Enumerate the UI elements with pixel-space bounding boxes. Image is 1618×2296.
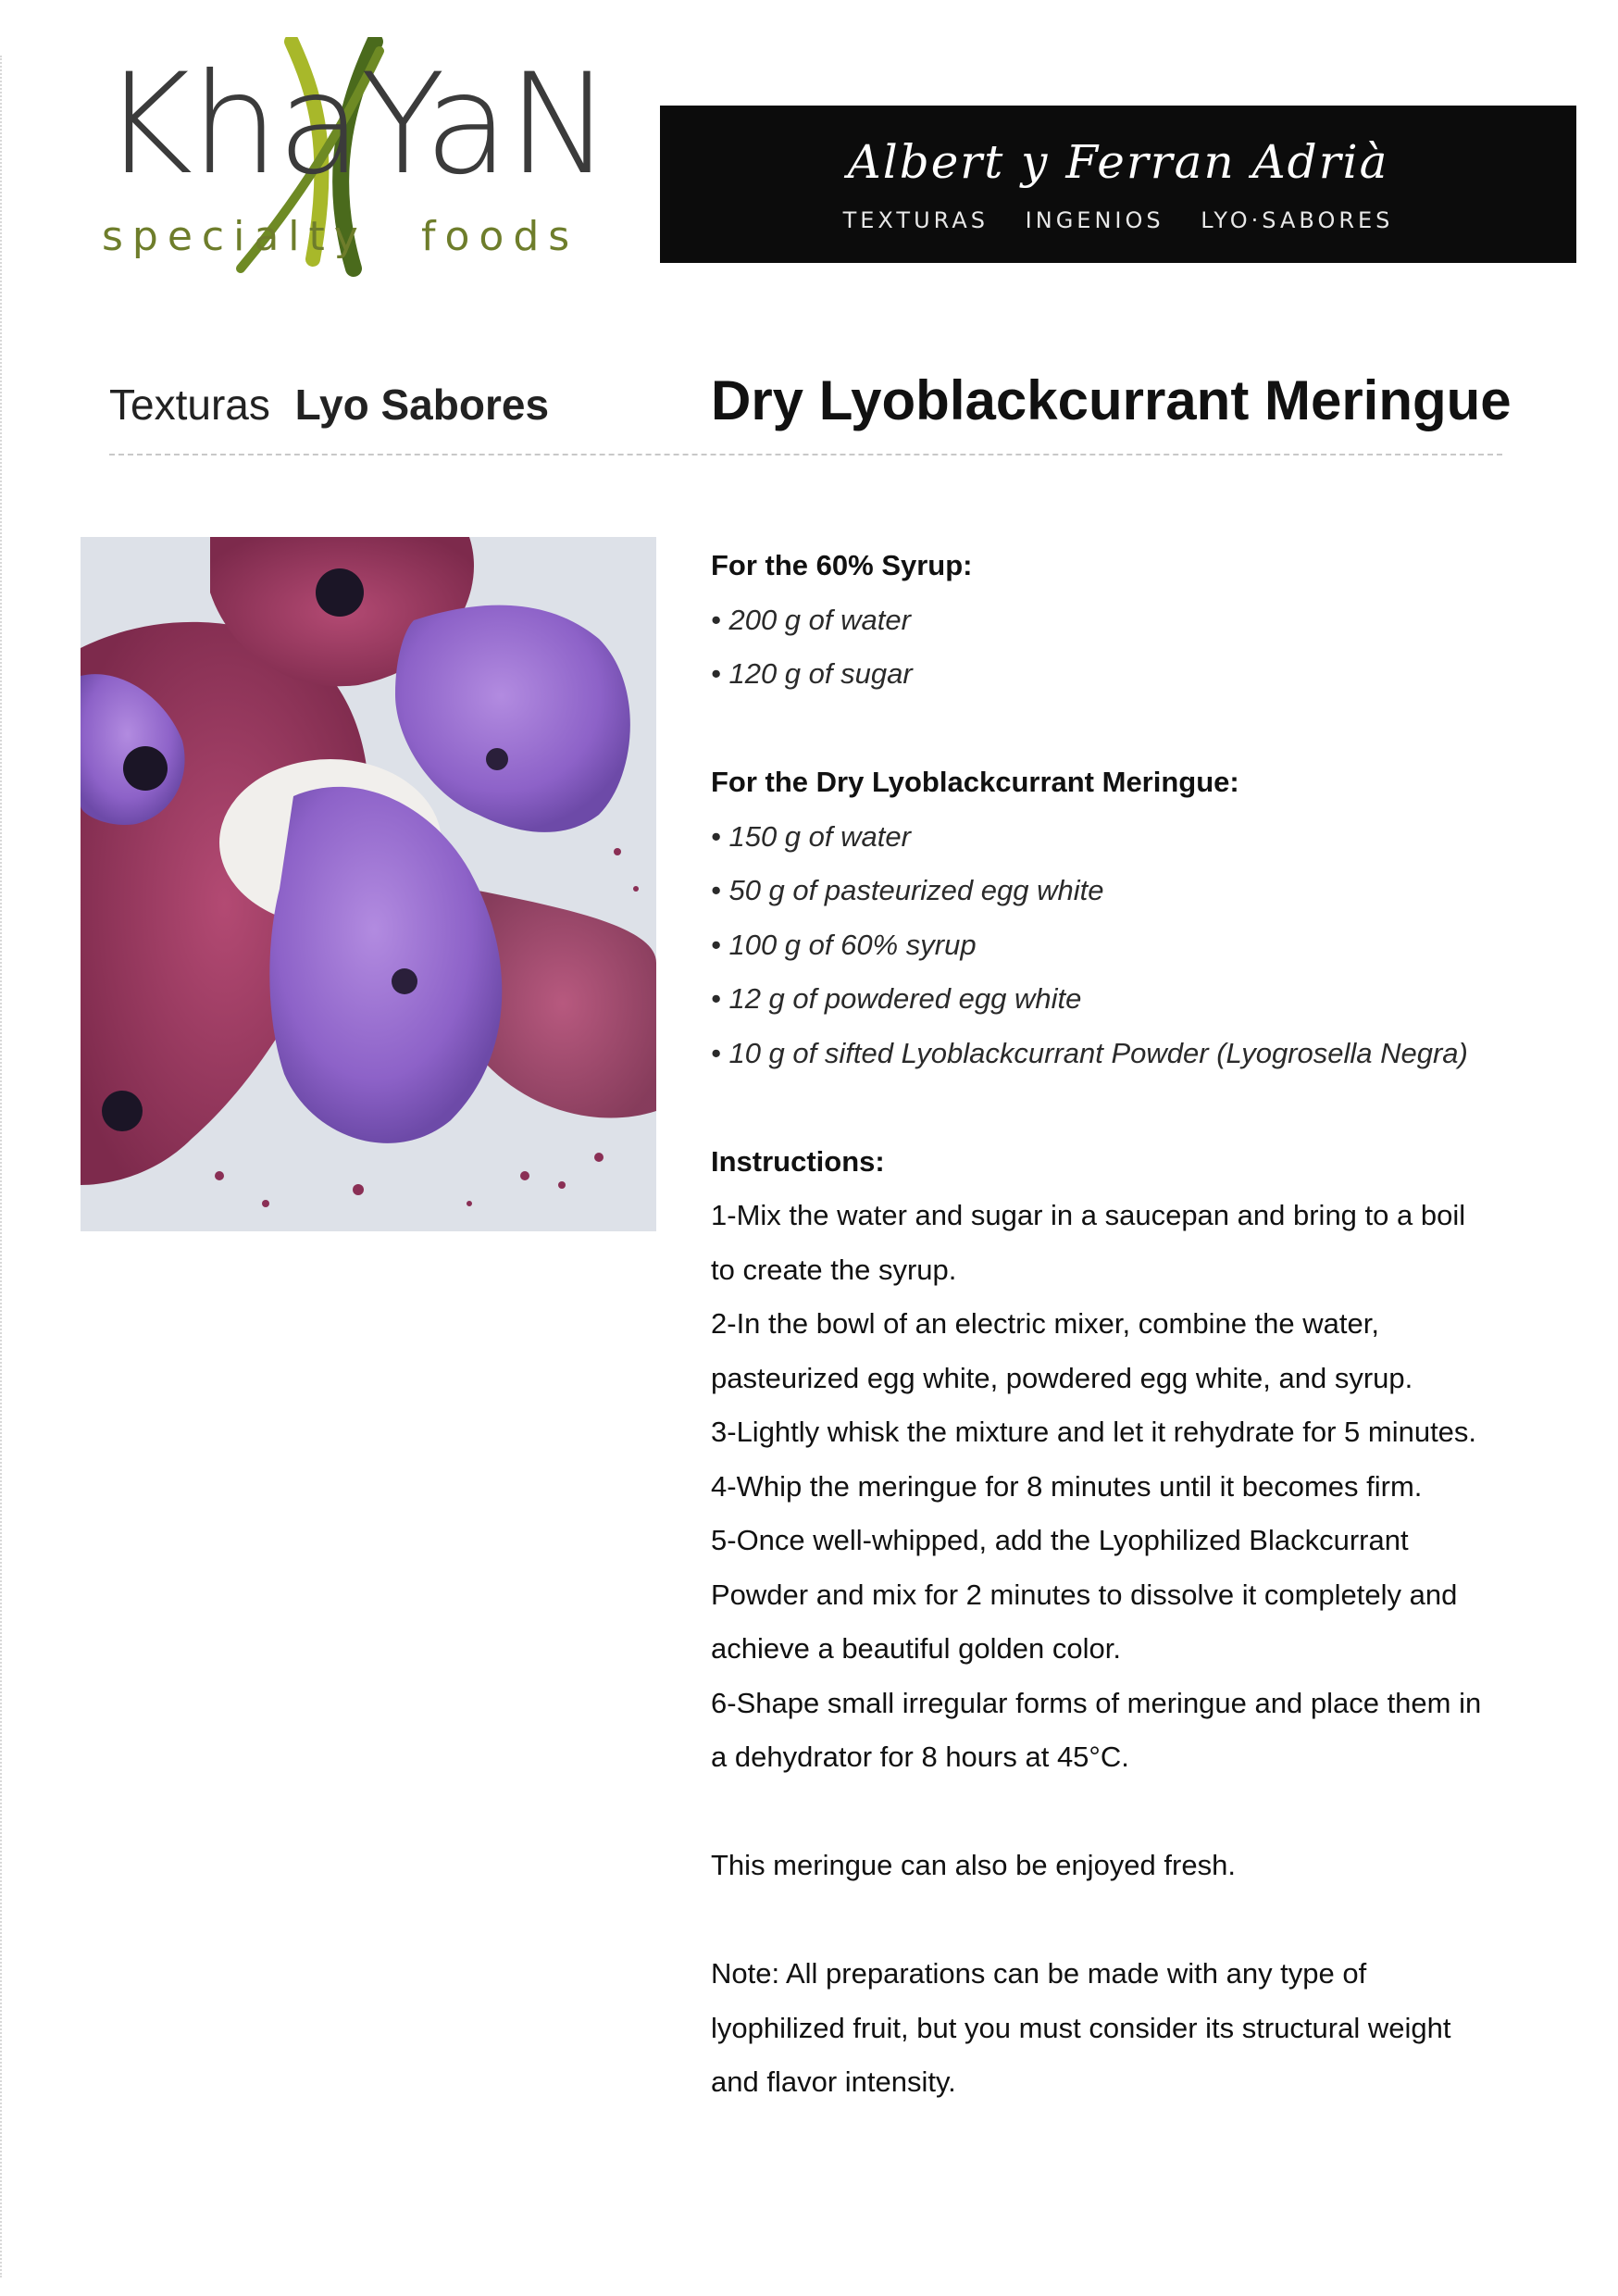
instruction-line: 5-Once well-whipped, add the Lyophilized Blackcurrant bbox=[711, 1524, 1409, 1556]
banner-line-lyo-sabores: LYO·SABORES bbox=[1201, 207, 1394, 233]
note-line: Note: All preparations can be made with any type of bbox=[711, 1957, 1367, 1990]
instruction-line: pasteurized egg white, powdered egg white, and syrup. bbox=[711, 1361, 1413, 1394]
ingredient-item: • 10 g of sifted Lyoblackcurrant Powder (Lyogrosella Negra) bbox=[711, 1036, 1468, 1069]
adria-signature: Albert y Ferran Adrià bbox=[847, 135, 1389, 189]
instruction-line: 4-Whip the meringue for 8 minutes until it becomes firm. bbox=[711, 1469, 1423, 1503]
recipe-body bbox=[711, 539, 1544, 2110]
note-line: lyophilized fruit, but you must consider its structural weight bbox=[711, 2011, 1451, 2044]
instruction-line: 1-Mix the water and sugar in a saucepan and bring to a boil bbox=[711, 1199, 1466, 1231]
page-title: Dry Lyoblackcurrant Meringue bbox=[711, 369, 1512, 431]
banner-line-texturas: TEXTURAS bbox=[842, 207, 989, 233]
ingredient-item: • 200 g of water bbox=[711, 603, 911, 636]
instruction-line: 6-Shape small irregular forms of meringue and place them in bbox=[711, 1686, 1482, 1719]
logo-tagline bbox=[102, 213, 579, 260]
ingredient-item: • 100 g of 60% syrup bbox=[711, 928, 977, 961]
category-light: Texturas bbox=[109, 381, 270, 429]
category-label bbox=[109, 380, 549, 430]
ingredient-item: • 12 g of powdered egg white bbox=[711, 982, 1082, 1015]
logo-tagline-left: specialty bbox=[102, 213, 367, 260]
logo-tagline-right: foods bbox=[421, 213, 579, 260]
instruction-line: Powder and mix for 2 minutes to dissolve it completely and bbox=[711, 1578, 1458, 1611]
banner-product-lines bbox=[660, 207, 1576, 233]
ingredient-item: • 50 g of pasteurized egg white bbox=[711, 874, 1104, 906]
fresh-note: This meringue can also be enjoyed fresh. bbox=[711, 1849, 1236, 1881]
title-divider bbox=[109, 454, 1502, 455]
instruction-line: 3-Lightly whisk the mixture and let it rehydrate for 5 minutes. bbox=[711, 1416, 1477, 1448]
page-edge-dots bbox=[0, 56, 2, 2277]
banner-line-ingenios: INGENIOS bbox=[1025, 207, 1164, 233]
khayan-logo bbox=[102, 37, 610, 278]
meringue-photo bbox=[81, 537, 656, 1231]
syrup-heading: For the 60% Syrup: bbox=[711, 549, 973, 581]
ingredient-item: • 150 g of water bbox=[711, 819, 911, 853]
category-bold: Lyo Sabores bbox=[294, 381, 550, 429]
logo-wordmark: KhaYaN bbox=[102, 44, 610, 206]
adria-banner bbox=[660, 106, 1576, 263]
instruction-line: achieve a beautiful golden color. bbox=[711, 1632, 1121, 1665]
meringue-heading: For the Dry Lyoblackcurrant Meringue: bbox=[711, 766, 1239, 798]
instruction-line: a dehydrator for 8 hours at 45°C. bbox=[711, 1741, 1129, 1773]
instruction-line: 2-In the bowl of an electric mixer, combine the water, bbox=[711, 1307, 1379, 1340]
note-line: and flavor intensity. bbox=[711, 2065, 956, 2098]
instructions-heading: Instructions: bbox=[711, 1144, 885, 1178]
ingredient-item: • 120 g of sugar bbox=[711, 657, 913, 690]
instruction-line: to create the syrup. bbox=[711, 1253, 957, 1286]
